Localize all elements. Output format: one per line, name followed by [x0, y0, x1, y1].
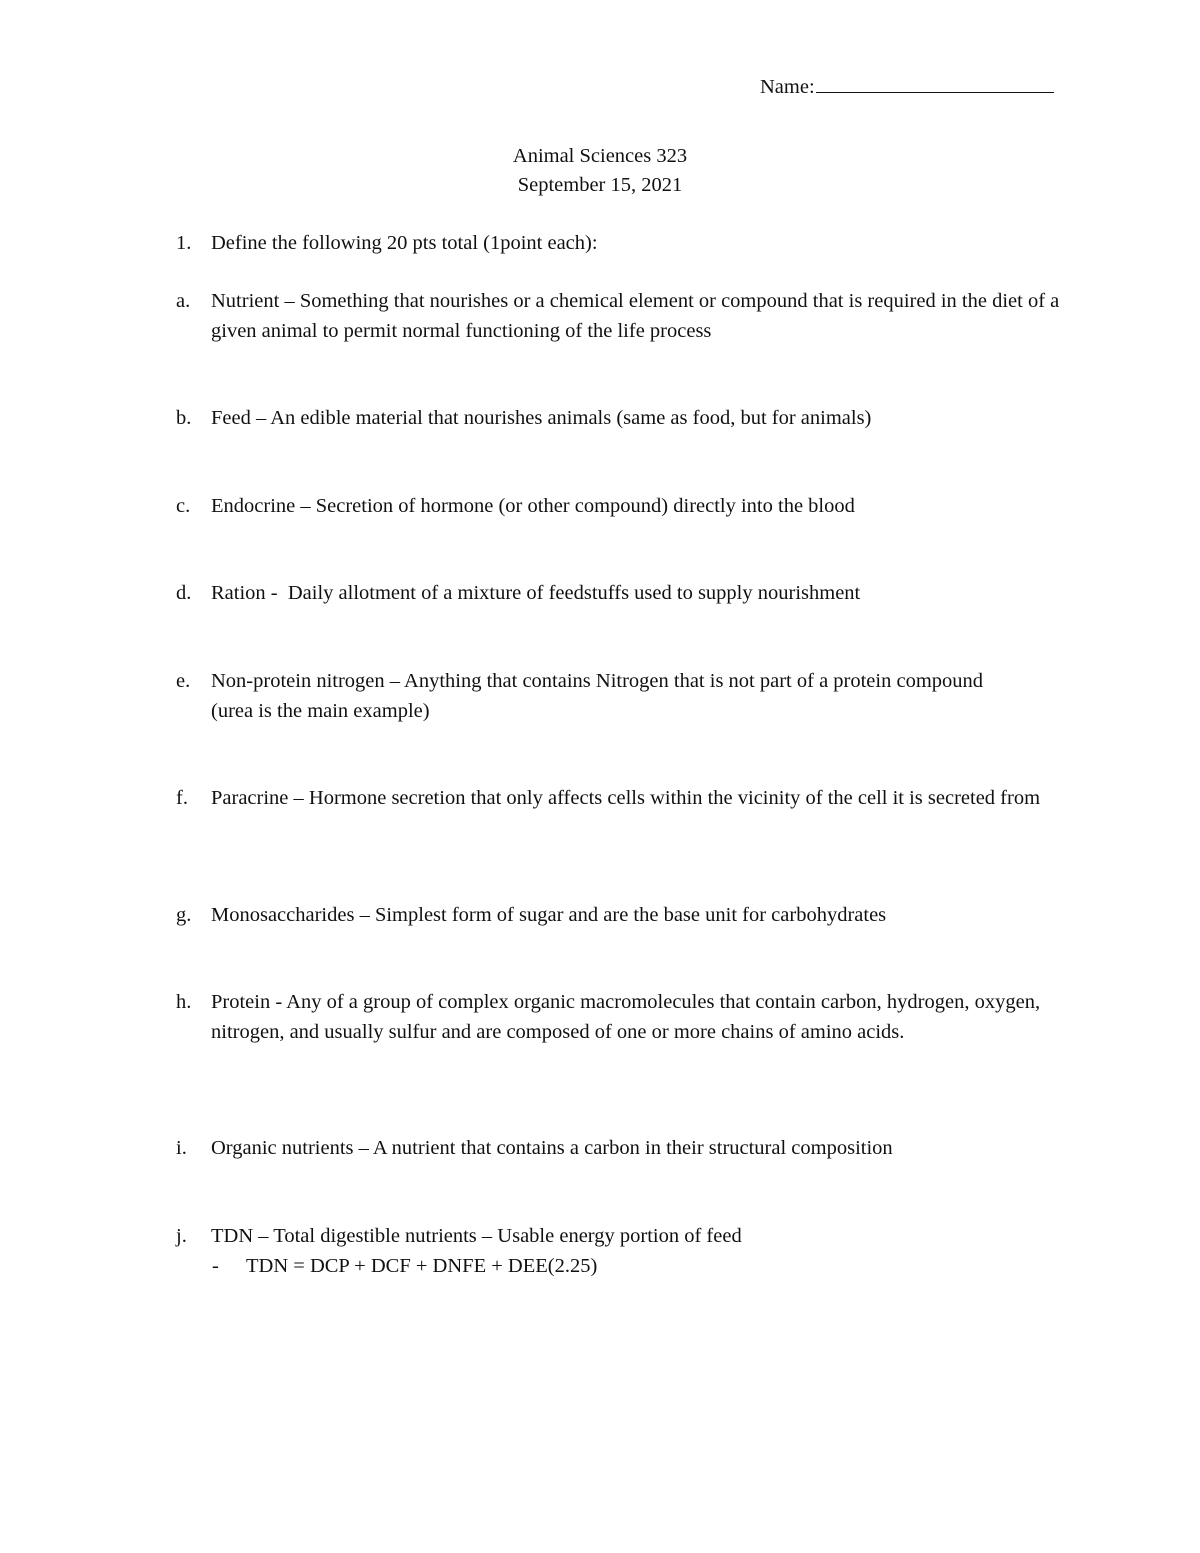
definition-text: Ration - Daily allotment of a mixture of feedstuffs used to supply nourishment — [211, 582, 861, 604]
definition-text: Endocrine – Secretion of hormone (or other compound) directly into the blood — [211, 495, 855, 517]
definition-text: Monosaccharides – Simplest form of sugar and are the base unit for carbohydrates — [211, 904, 887, 926]
question-prompt: Define the following 20 pts total (1point each): — [211, 232, 598, 254]
document-date: September 15, 2021 — [517, 174, 683, 196]
definition-text: Paracrine – Hormone secretion that only affects cells within the vicinity of the cell it is secreted from — [211, 787, 1041, 809]
definition-letter: c. — [176, 495, 191, 517]
definition-text: Feed – An edible material that nourishes animals (same as food, but for animals) — [211, 407, 872, 429]
definition-b — [176, 404, 1076, 434]
definition-text: TDN – Total digestible nutrients – Usable energy portion of feed — [211, 1225, 742, 1247]
definition-j — [176, 1222, 1076, 1252]
definition-text: Non-protein nitrogen – Anything that contains Nitrogen that is not part of a protein compound (urea is the main example) — [211, 670, 984, 722]
course-title: Animal Sciences 323 — [512, 145, 688, 167]
definition-h — [176, 988, 1076, 1047]
name-field — [760, 72, 1054, 102]
definition-letter: i. — [176, 1137, 187, 1159]
definition-letter: g. — [176, 904, 192, 926]
definition-letter: h. — [176, 991, 192, 1013]
definition-c — [176, 492, 1076, 522]
definition-letter: f. — [176, 787, 188, 809]
definition-letter: d. — [176, 582, 192, 604]
definition-text: Protein - Any of a group of complex organic macromolecules that contain carbon, hydrogen, oxygen, nitrogen, and usually sulfur and are composed of one or more chains of amino acids. — [211, 991, 1041, 1043]
formula-text: TDN = DCP + DCF + DNFE + DEE(2.25) — [246, 1255, 598, 1277]
formula-bullet: - — [212, 1255, 219, 1277]
definition-e — [176, 667, 1076, 726]
definition-d — [176, 579, 1076, 609]
definition-text: Organic nutrients – A nutrient that contains a carbon in their structural composition — [211, 1137, 893, 1159]
definition-text: Nutrient – Something that nourishes or a chemical element or compound that is required in the diet of a given animal to permit normal functioning of the life process — [211, 290, 1060, 342]
question-1 — [176, 229, 1076, 259]
definition-letter: b. — [176, 407, 192, 429]
tdn-formula — [212, 1252, 597, 1282]
definition-f — [176, 784, 1076, 814]
name-label: Name: — [760, 76, 815, 98]
definition-i — [176, 1134, 1076, 1164]
name-blank-line — [816, 72, 1054, 93]
definition-letter: j. — [176, 1225, 187, 1247]
definition-letter: e. — [176, 670, 191, 692]
definition-a — [176, 287, 1076, 346]
definition-g — [176, 901, 1076, 931]
definition-letter: a. — [176, 290, 191, 312]
question-number: 1. — [176, 232, 192, 254]
